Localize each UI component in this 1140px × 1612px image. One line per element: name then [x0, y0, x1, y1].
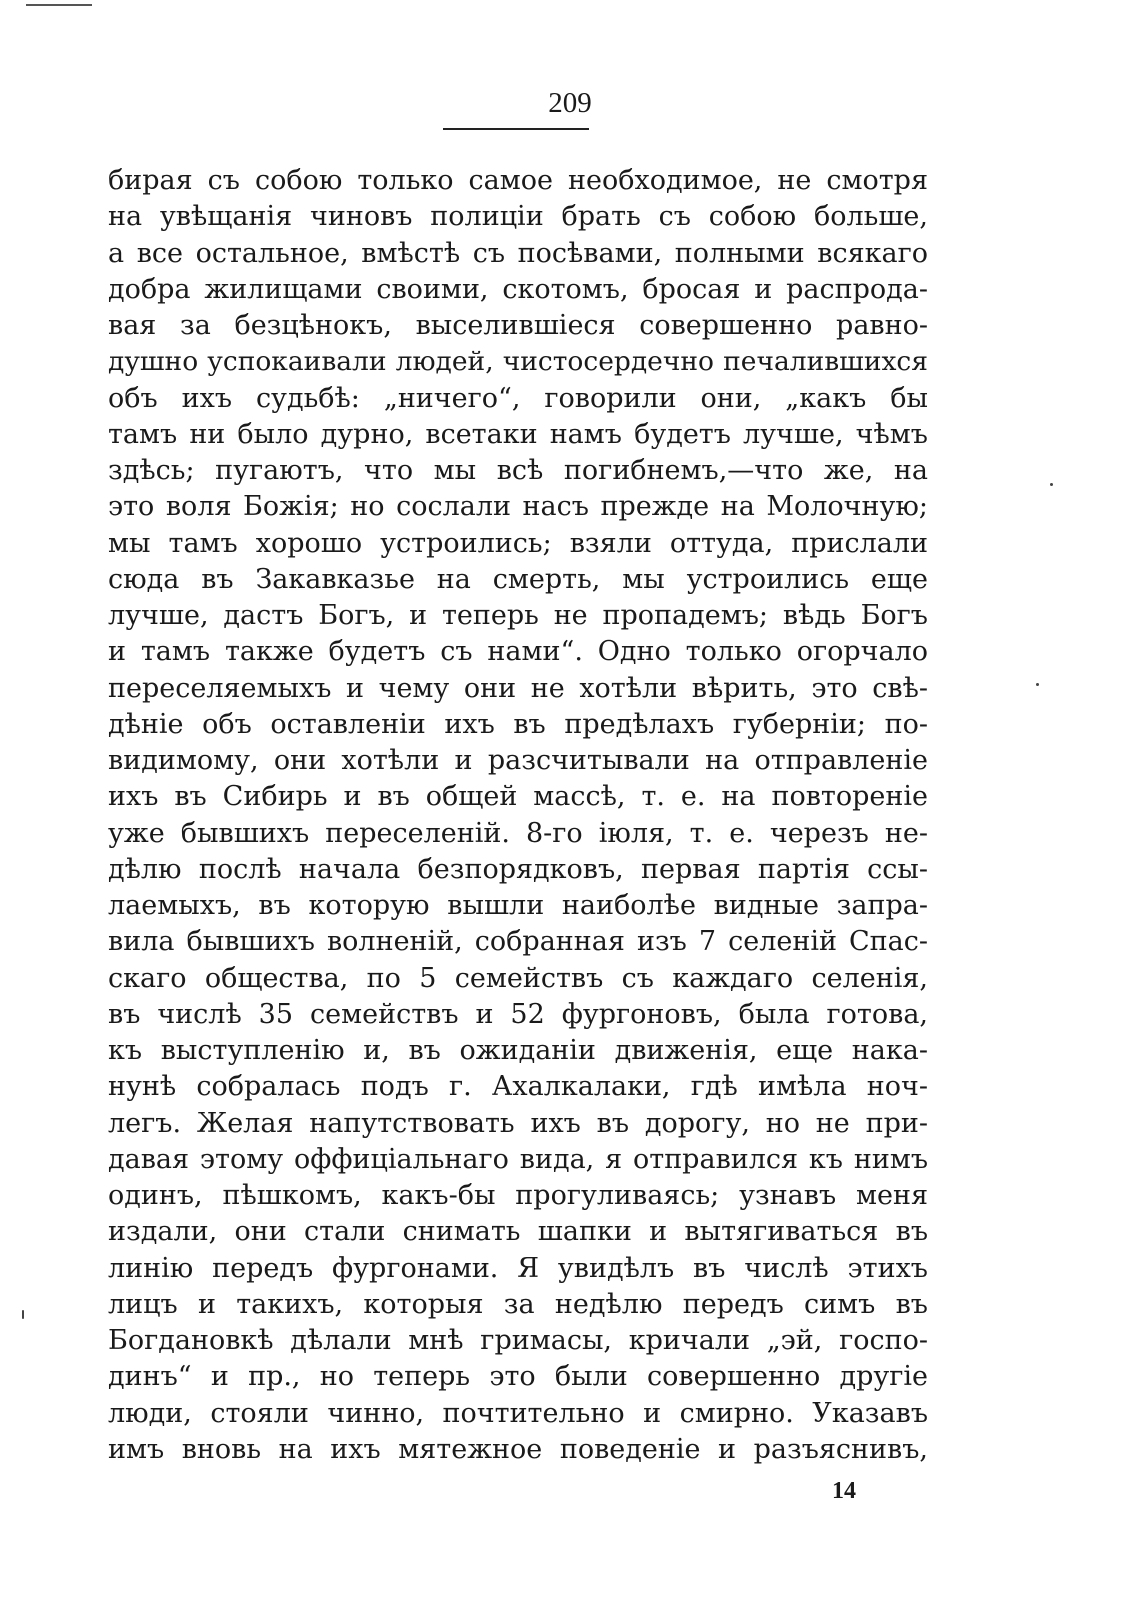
text-line: вила бывшихъ волненій, собранная изъ 7 селеній Спас- — [108, 926, 928, 958]
text-line: переселяемыхъ и чему они не хотѣли вѣрить, это свѣ- — [108, 672, 928, 704]
text-line: видимому, они хотѣли и разсчитывали на отправленіе — [108, 745, 928, 776]
text-line: дѣлю послѣ начала безпорядковъ, первая партія ссы- — [108, 853, 928, 885]
text-line: лучше, дастъ Богъ, и теперь не пропадемъ; вѣдь Богъ — [108, 600, 928, 631]
text-line: тамъ ни было дурно, всетаки намъ будетъ лучше, чѣмъ — [108, 418, 928, 450]
text-line: мы тамъ хорошо устроились; взяли оттуда, прислали — [108, 527, 928, 559]
text-line: линію передъ фургонами. Я увидѣлъ въ числѣ этихъ — [108, 1252, 928, 1284]
text-line: и тамъ также будетъ съ нами“. Одно только огорчало — [108, 636, 928, 668]
signature-mark: 14 — [832, 1478, 856, 1504]
page-number: 209 — [548, 87, 592, 119]
text-line: одинъ, пѣшкомъ, какъ-бы прогуливаясь; узнавъ меня — [108, 1180, 928, 1211]
text-line: динъ“ и пр., но теперь это были совершенно другіе — [108, 1361, 928, 1393]
text-line: вая за безцѣнокъ, выселившіеся совершенно равно- — [108, 310, 928, 341]
text-line: лицъ и такихъ, которыя за недѣлю передъ симъ въ — [108, 1288, 928, 1320]
text-line: душно успокаивали людей, чистосердечно печалившихся — [108, 346, 928, 378]
text-line: издали, они стали снимать шапки и вытягиваться въ — [108, 1216, 928, 1248]
text-line: давая этому оффиціальнаго вида, я отправился къ нимъ — [108, 1143, 928, 1175]
text-line: объ ихъ судьбѣ: „ничего“, говорили они, „какъ бы — [108, 382, 928, 414]
text-line: имъ вновь на ихъ мятежное поведеніе и разъяснивъ, — [108, 1433, 928, 1465]
text-line: лаемыхъ, въ которую вышли наиболѣе видные запра- — [108, 890, 928, 921]
text-line: а все остальное, вмѣстѣ съ посѣвами, полными всякаго — [108, 237, 928, 269]
text-line: бирая съ собою только самое необходимое, не смотря — [108, 165, 928, 196]
text-line: къ выступленію и, въ ожиданіи движенія, еще нака- — [108, 1035, 928, 1066]
text-line: люди, стояли чинно, почтительно и смирно. Указавъ — [108, 1397, 928, 1429]
text-line: это воля Божія; но сослали насъ прежде на Молочную; — [108, 491, 928, 523]
scan-speck — [22, 1310, 24, 1319]
text-line: дѣніе объ оставленіи ихъ въ предѣлахъ губерніи; по- — [108, 708, 928, 740]
text-line: въ числѣ 35 семействъ и 52 фургоновъ, была готова, — [108, 998, 928, 1030]
body-text — [108, 163, 928, 1468]
text-line: добра жилищами своими, скотомъ, бросая и распрода- — [108, 273, 928, 305]
header-rule — [443, 128, 589, 130]
text-line: скаго общества, по 5 семействъ съ каждаго селенія, — [108, 962, 928, 994]
text-line: легъ. Желая напутствовать ихъ въ дорогу, но не при- — [108, 1107, 928, 1139]
scan-speck — [1050, 483, 1053, 486]
page-header — [0, 86, 1140, 120]
scan-speck — [1036, 683, 1039, 686]
text-line: уже бывшихъ переселеній. 8-го іюля, т. е. черезъ не- — [108, 817, 928, 849]
text-line: Богдановкѣ дѣлали мнѣ гримасы, кричали „эй, госпо- — [108, 1325, 928, 1356]
text-line: сюда въ Закавказье на смерть, мы устроились еще — [108, 563, 928, 595]
scan-edge-rule — [26, 4, 92, 6]
text-line: нунѣ собралась подъ г. Ахалкалаки, гдѣ имѣла ноч- — [108, 1071, 928, 1103]
text-line: здѣсь; пугаютъ, что мы всѣ погибнемъ,—что же, на — [108, 455, 928, 486]
text-line: на увѣщанія чиновъ полиціи брать съ собою больше, — [108, 201, 928, 233]
text-line: ихъ въ Сибирь и въ общей массѣ, т. е. на повтореніе — [108, 781, 928, 813]
